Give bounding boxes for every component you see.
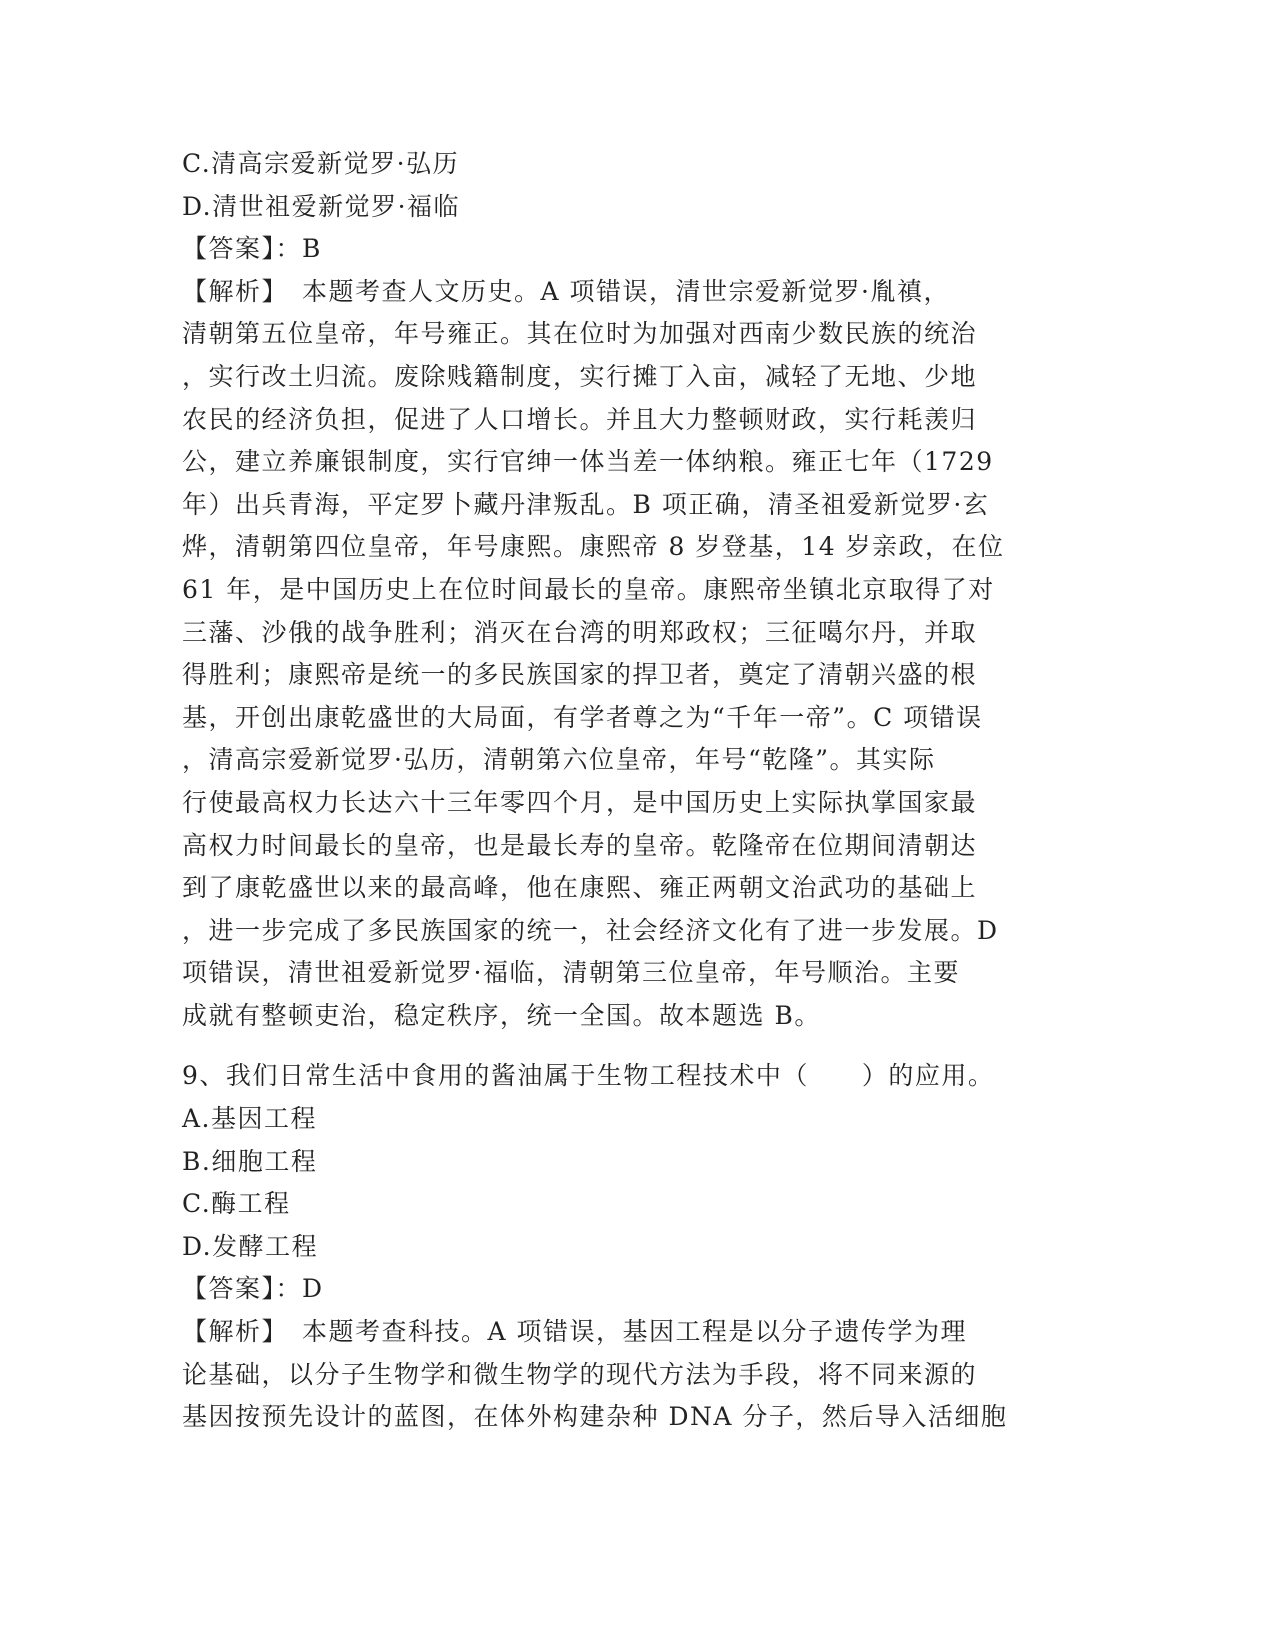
analysis-line: 【解析】 本题考查科技。A 项错误，基因工程是以分子遗传学为理	[182, 1317, 968, 1347]
question-9-section	[182, 1055, 1082, 1438]
analysis-line: 行使最高权力长达六十三年零四个月，是中国历史上实际执掌国家最	[182, 787, 978, 817]
analysis-paragraph	[182, 1311, 1082, 1439]
analysis-line: 到了康乾盛世以来的最高峰，他在康熙、雍正两朝文治武功的基础上	[182, 873, 978, 903]
analysis-line: 61 年，是中国历史上在位时间最长的皇帝。康熙帝坐镇北京取得了对	[182, 574, 995, 604]
analysis-line: ，进一步完成了多民族国家的统一，社会经济文化有了进一步发展。D	[182, 915, 999, 945]
analysis-line: 公，建立养廉银制度，实行官绅一体当差一体纳粮。雍正七年（1729	[182, 447, 994, 477]
analysis-line: 得胜利；康熙帝是统一的多民族国家的捍卫者，奠定了清朝兴盛的根	[182, 660, 978, 690]
analysis-line: 基，开创出康乾盛世的大局面，有学者尊之为“千年一帝”。C 项错误	[182, 702, 983, 732]
answer-line: 【答案】：B	[182, 234, 322, 264]
answer-line: 【答案】：D	[182, 1274, 324, 1304]
analysis-line: 项错误，清世祖爱新觉罗·福临，清朝第三位皇帝，年号顺治。主要	[182, 958, 960, 988]
analysis-line: ，实行改土归流。废除贱籍制度，实行摊丁入亩，减轻了无地、少地	[182, 361, 978, 391]
analysis-paragraph	[182, 271, 1082, 1038]
option-c: C.酶工程	[182, 1189, 291, 1219]
analysis-line: 基因按预先设计的蓝图，在体外构建杂种 DNA 分子，然后导入活细胞	[182, 1402, 1008, 1432]
option-d: D.发酵工程	[182, 1231, 319, 1261]
analysis-line: 【解析】 本题考查人文历史。A 项错误，清世宗爱新觉罗·胤禛，	[182, 276, 950, 306]
analysis-line: 成就有整顿吏治，稳定秩序，统一全国。故本题选 B。	[182, 1000, 821, 1030]
analysis-line: 年）出兵青海，平定罗卜藏丹津叛乱。B 项正确，清圣祖爱新觉罗·玄	[182, 489, 990, 519]
option-a: A.基因工程	[182, 1104, 318, 1134]
analysis-line: 高权力时间最长的皇帝，也是最长寿的皇帝。乾隆帝在位期间清朝达	[182, 830, 978, 860]
analysis-line: 论基础，以分子生物学和微生物学的现代方法为手段，将不同来源的	[182, 1359, 978, 1389]
analysis-line: ，清高宗爱新觉罗·弘历，清朝第六位皇帝，年号“乾隆”。其实际	[182, 745, 936, 775]
section-gap	[182, 1037, 1082, 1055]
question-text: 9、我们日常生活中食用的酱油属于生物工程技术中（ ）的应用。	[182, 1061, 995, 1091]
analysis-line: 三藩、沙俄的战争胜利；消灭在台湾的明郑政权；三征噶尔丹，并取	[182, 617, 978, 647]
analysis-line: 清朝第五位皇帝，年号雍正。其在位时为加强对西南少数民族的统治	[182, 319, 978, 349]
document-page	[182, 143, 1082, 1439]
question-8-section	[182, 143, 1082, 1037]
analysis-line: 烨，清朝第四位皇帝，年号康熙。康熙帝 8 岁登基，14 岁亲政，在位	[182, 532, 1005, 562]
option-c: C.清高宗爱新觉罗·弘历	[182, 149, 460, 178]
option-d: D.清世祖爱新觉罗·福临	[182, 191, 461, 221]
option-b: B.细胞工程	[182, 1146, 318, 1176]
analysis-line: 农民的经济负担，促进了人口增长。并且大力整顿财政，实行耗羡归	[182, 404, 978, 434]
